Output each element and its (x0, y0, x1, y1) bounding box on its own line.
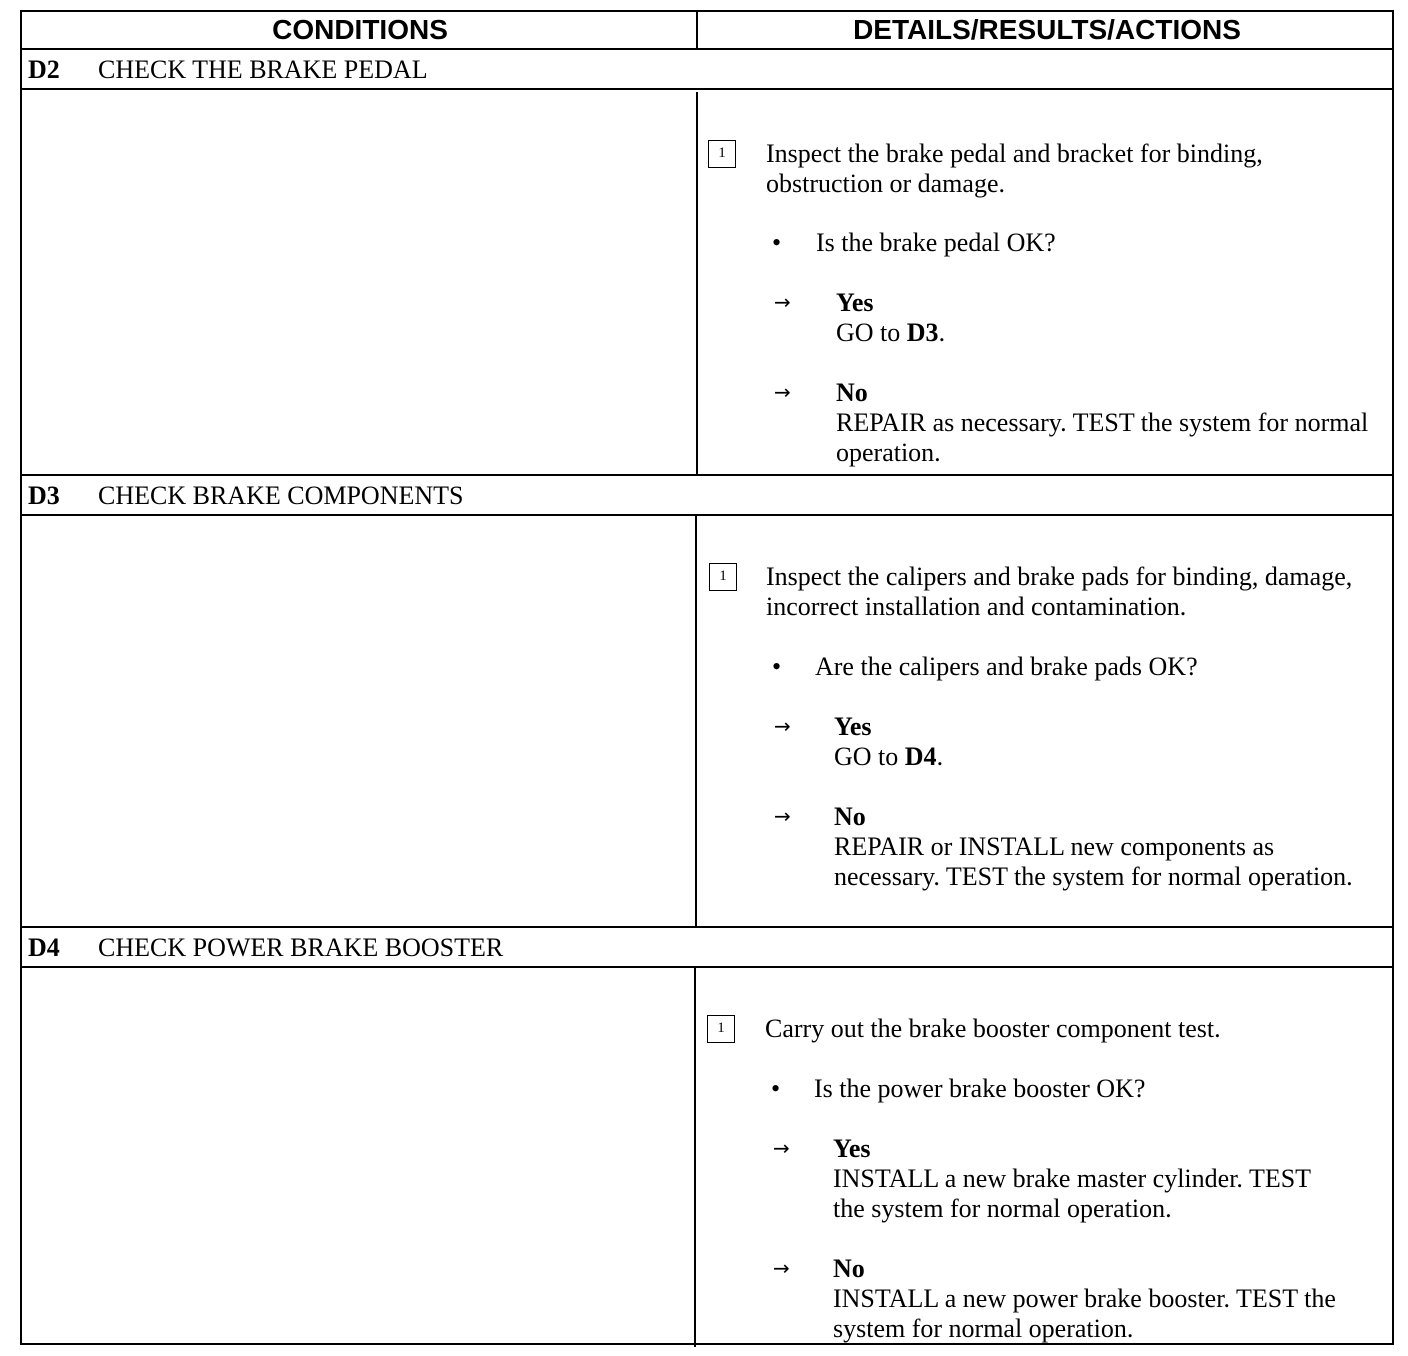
yes-answer (836, 288, 1376, 348)
step-text: Carry out the brake booster component test. (765, 1014, 1221, 1043)
question-text: Are the calipers and brake pads OK? (815, 652, 1198, 681)
yes-text: GO to D3. (836, 318, 946, 347)
column-divider (696, 12, 698, 50)
step-number-box: 1 (708, 140, 736, 168)
yes-label: Yes (833, 1134, 871, 1163)
yes-text: INSTALL a new brake master cylinder. TEST the system for normal operation. (833, 1164, 1311, 1223)
yes-answer (834, 712, 1374, 772)
section-title: CHECK THE BRAKE PEDAL (98, 55, 428, 84)
arrow-icon: → (773, 1136, 790, 1160)
step-reference: D3 (906, 318, 939, 347)
step-reference: D4 (904, 742, 937, 771)
conditions-header: CONDITIONS (272, 14, 448, 45)
section-title-d3 (22, 476, 1392, 516)
bullet-icon: • (772, 228, 782, 257)
section-title-d2 (22, 50, 1392, 90)
no-text: INSTALL a new power brake booster. TEST the system for normal operation. (833, 1284, 1336, 1343)
arrow-icon: → (774, 714, 791, 738)
no-text: REPAIR or INSTALL new components as necessary. TEST the system for normal operation. (834, 832, 1353, 891)
column-divider (696, 92, 698, 474)
section-id: D3 (28, 481, 60, 510)
no-answer (836, 378, 1376, 468)
step-text: Inspect the calipers and brake pads for binding, damage, incorrect installation and contamination. (766, 562, 1353, 621)
arrow-icon: → (774, 804, 791, 828)
yes-label: Yes (836, 288, 874, 317)
question-text: Is the brake pedal OK? (816, 228, 1056, 257)
section-title: CHECK BRAKE COMPONENTS (98, 481, 464, 510)
column-divider (695, 516, 697, 928)
no-label: No (833, 1254, 865, 1283)
bullet-icon: • (772, 652, 782, 681)
step-number-box: 1 (707, 1015, 735, 1043)
arrow-icon: → (773, 1256, 790, 1280)
no-label: No (834, 802, 866, 831)
arrow-icon: → (774, 380, 791, 404)
section-id: D2 (28, 55, 60, 84)
step-text: Inspect the brake pedal and bracket for binding, obstruction or damage. (766, 139, 1263, 198)
diagnostic-table (20, 10, 1394, 1345)
bullet-icon: • (771, 1074, 781, 1103)
arrow-icon: → (774, 290, 791, 314)
no-text: REPAIR as necessary. TEST the system for normal operation. (836, 408, 1369, 467)
no-answer (833, 1254, 1383, 1344)
question-text: Is the power brake booster OK? (814, 1074, 1146, 1103)
yes-answer (833, 1134, 1333, 1224)
section-title-d4 (22, 928, 1392, 968)
yes-label: Yes (834, 712, 872, 741)
details-header: DETAILS/RESULTS/ACTIONS (853, 14, 1241, 45)
column-divider (694, 968, 696, 1347)
table-header (22, 12, 1392, 50)
no-label: No (836, 378, 868, 407)
yes-text: GO to D4. (834, 742, 944, 771)
section-title: CHECK POWER BRAKE BOOSTER (98, 933, 504, 962)
section-id: D4 (28, 933, 60, 962)
step-number-box: 1 (709, 563, 737, 591)
no-answer (834, 802, 1374, 892)
